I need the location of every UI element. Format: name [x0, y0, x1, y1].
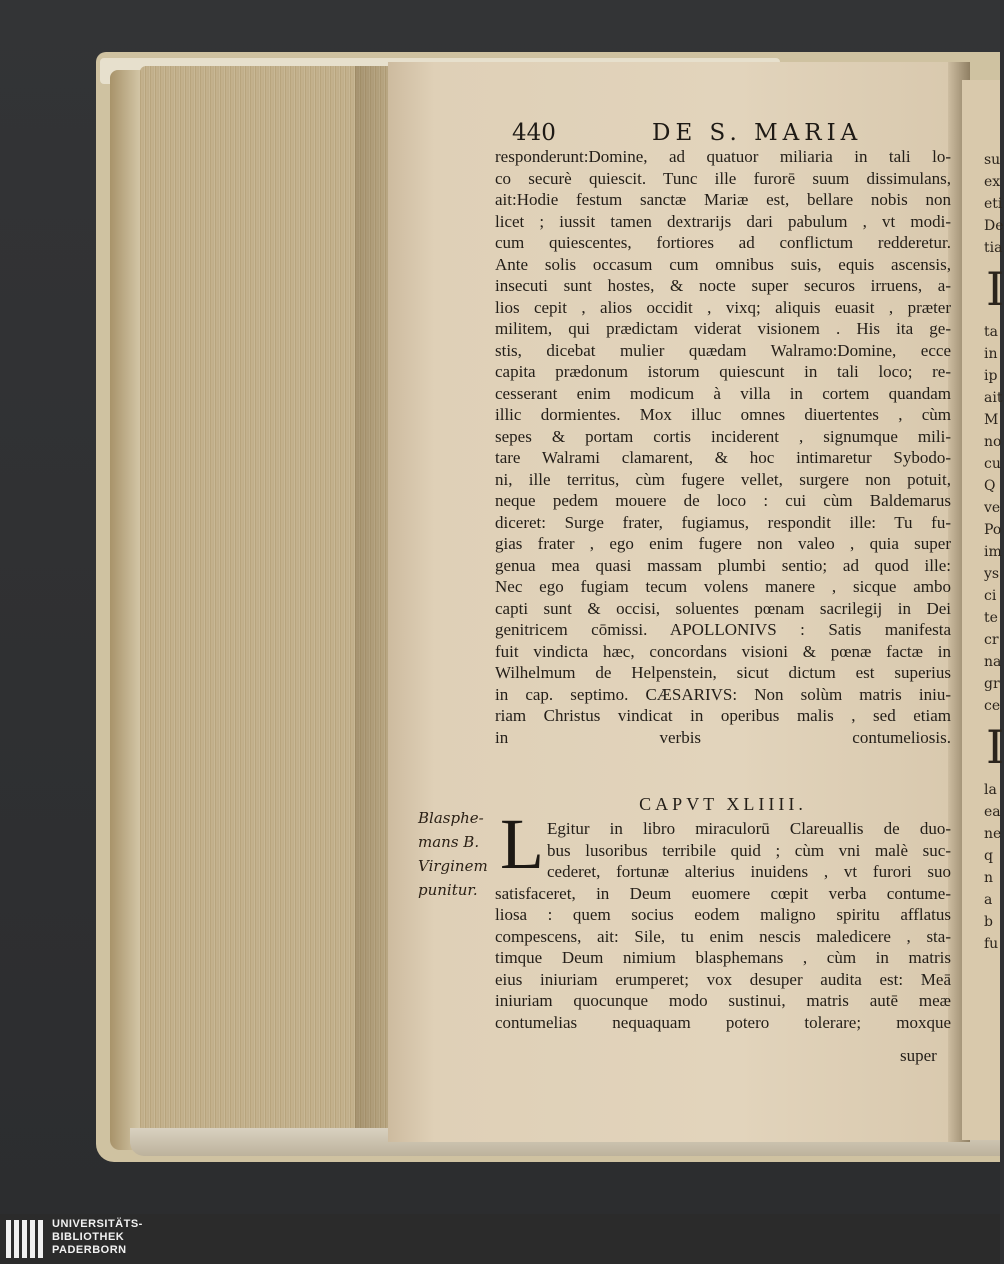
facing-page-fragment-text: na [984, 654, 1002, 670]
chapter-text-line: iniuriam quocunque modo sustinui, matris autē meæ [495, 991, 951, 1010]
logo-text-line: UNIVERSITÄTS- [52, 1218, 143, 1230]
chapter-text-line: timque Deum nimium blasphemans , cùm in matris [495, 948, 951, 967]
facing-page-fragment-text: cr [984, 632, 999, 648]
text-line: Ante solis occasum cum omnibus suis, equis ascensis, [495, 254, 951, 274]
facing-page-fragment-text: ex [984, 174, 1001, 190]
text-line: co securè quiescit. Tunc ille furorē suum dissimulans, [495, 168, 951, 188]
text-line: diceret: Surge frater, fugiamus, respondit ille: Tu fu- [495, 512, 951, 532]
facing-page-fragment-text: b [984, 914, 993, 930]
chapter-text-line: eius iniuriam erumperet; vox desuper audita est: Meā [495, 969, 951, 989]
text-line: cum quiescentes, fortiores ad conflictum redderetur. [495, 233, 951, 252]
facing-page-fragment-text: ait [984, 390, 1003, 406]
page-number: 440 [512, 120, 556, 146]
chapter-text-line: bus lusoribus terribile quid ; cùm vni malè suc- [547, 840, 951, 860]
facing-page-fragment-text: ea [984, 804, 1001, 820]
facing-page-fragment-text: ce [984, 698, 1001, 714]
footer-bar [0, 1214, 1000, 1264]
facing-page-fragment-text: De [984, 218, 1004, 234]
text-line: illic dormientes. Mox illuc omnes diuertentes , cùm [495, 405, 951, 424]
catchword: super [900, 1046, 937, 1065]
text-line: Nec ego fugiam tecum volens manere , sicque ambo [495, 577, 951, 596]
margin-note-line: punitur. [418, 881, 478, 899]
book-binding-edge [110, 70, 144, 1150]
facing-page-fragment-text: ci [984, 588, 997, 604]
facing-page-fragment-text: I [986, 262, 1004, 316]
facing-page-fragment-text: te [984, 610, 998, 626]
facing-page-fragment-text: I [986, 720, 1004, 774]
logo-text-line: BIBLIOTHEK [52, 1231, 125, 1243]
margin-note-line: mans B. [418, 833, 480, 851]
chapter-text-line: contumelias nequaquam potero tolerare; moxque [495, 1012, 951, 1032]
margin-note-line: Blasphe- [418, 809, 484, 827]
chapter-heading: CAPVT XLIIII. [639, 794, 807, 814]
facing-page-fragment-text: su [984, 152, 1001, 168]
facing-page-fragment-text: ip [984, 368, 998, 384]
running-head-title: DE S. MARIA [652, 120, 863, 146]
facing-page-fragment-text: M [984, 412, 999, 428]
margin-note-line: Virginem [418, 857, 488, 875]
text-line: genua mea quasi massam plumbi sentio; ad quod ille: [495, 555, 951, 575]
facing-page-fragment-text: fu [984, 936, 999, 952]
chapter-body-text [495, 818, 951, 1033]
text-line: licet ; iussit tamen dextrarijs dari pabulum , vt modi- [495, 211, 951, 231]
text-line: sepes & portam cortis inciderent , signumque mili- [495, 426, 951, 446]
text-line: responderunt:Domine, ad quatuor miliaria in tali lo- [495, 147, 951, 166]
facing-page-fragment-text: a [984, 892, 993, 908]
chapter-text-line: liosa : quem socius eodem maligno spiritu afflatus [495, 905, 951, 924]
drop-cap: L [500, 804, 544, 884]
chapter-text-line: compescens, ait: Sile, tu enim nescis maledicere , sta- [495, 926, 951, 946]
facing-page-fragment-text: ta [984, 324, 998, 340]
text-line: ait:Hodie festum sanctæ Mariæ est, bellare nobis non [495, 190, 951, 209]
page-block-fore-edge [140, 66, 390, 1136]
text-line: tare Walrami clamarent, & hoc intimaretur Sybodo- [495, 448, 951, 467]
text-line: in verbis contumeliosis. [495, 727, 951, 747]
facing-page-fragment-text: im [984, 544, 1002, 560]
facing-page-fragment-text: Q [984, 478, 996, 494]
facing-page-fragment-text: tia [984, 240, 1003, 256]
text-line: in cap. septimo. CÆSARIVS: Non solùm matris iniu- [495, 684, 951, 704]
chapter-text-line: satisfaceret, in Deum euomere cœpit verba contume- [495, 883, 951, 903]
facing-page-fragment-text: no [984, 434, 1002, 450]
chapter-text-line: Egitur in libro miraculorū Clareuallis de duo- [547, 819, 951, 838]
text-line: stis, dicebat mulier quædam Walramo:Domine, ecce [495, 340, 951, 360]
margin-note [418, 806, 498, 902]
library-logo-icon [6, 1220, 46, 1258]
facing-page-fragment-text: q [984, 848, 993, 864]
text-line: cesserant enim modicum à villa in cortem quandam [495, 383, 951, 403]
text-line: genitricem cōmissi. APOLLONIVS : Satis manifesta [495, 620, 951, 639]
facing-page-fragment-text: ne [984, 826, 1002, 842]
text-line: riam Christus vindicat in operibus malis , sed etiam [495, 706, 951, 725]
facing-page-fragment-text: cu [984, 456, 1001, 472]
text-line: capti sunt & occisi, soluentes pœnam sacrilegij in Dei [495, 598, 951, 618]
facing-page-fragment-text: n [984, 870, 994, 886]
text-line: insecuti sunt hostes, & nocte super securos irruens, a- [495, 276, 951, 295]
text-line: lios cepit , alios occidit , vixq; aliquis euasit , præter [495, 297, 951, 317]
facing-page-fragment-text: Po [984, 522, 1002, 538]
text-line: capita prædonum istorum quiescunt in tali loco; re- [495, 362, 951, 381]
facing-page-fragment-text: la [984, 782, 997, 798]
chapter-text-line: cederet, fortunæ alterius inuidens , vt furori suo [547, 862, 951, 881]
logo-text-line: PADERBORN [52, 1244, 127, 1256]
text-line: fuit vindicta hæc, concordans visioni & pœnæ factæ in [495, 641, 951, 661]
facing-page-fragment-text: eti [984, 196, 1003, 212]
facing-page-fragment-text: gr [984, 676, 1000, 692]
facing-page-fragment [962, 80, 1004, 1140]
facing-page-fragment-text: in [984, 346, 998, 362]
text-line: Wilhelmum de Helpenstein, sicut dictum est superius [495, 663, 951, 682]
text-line: ni, ille territus, cùm fugere vellet, surgere non potuit, [495, 469, 951, 489]
page-body-text [495, 146, 951, 748]
facing-page-fragment-text: ys [984, 566, 1000, 582]
library-logo-text [52, 1218, 143, 1257]
text-line: neque pedem mouere de loco : cui cùm Baldemarus [495, 491, 951, 510]
text-line: gias frater , ego enim fugere non valeo , quia super [495, 534, 951, 553]
text-line: militem, qui prædictam viderat visionem . His ita ge- [495, 319, 951, 338]
facing-page-fragment-text: ve [984, 500, 1001, 516]
